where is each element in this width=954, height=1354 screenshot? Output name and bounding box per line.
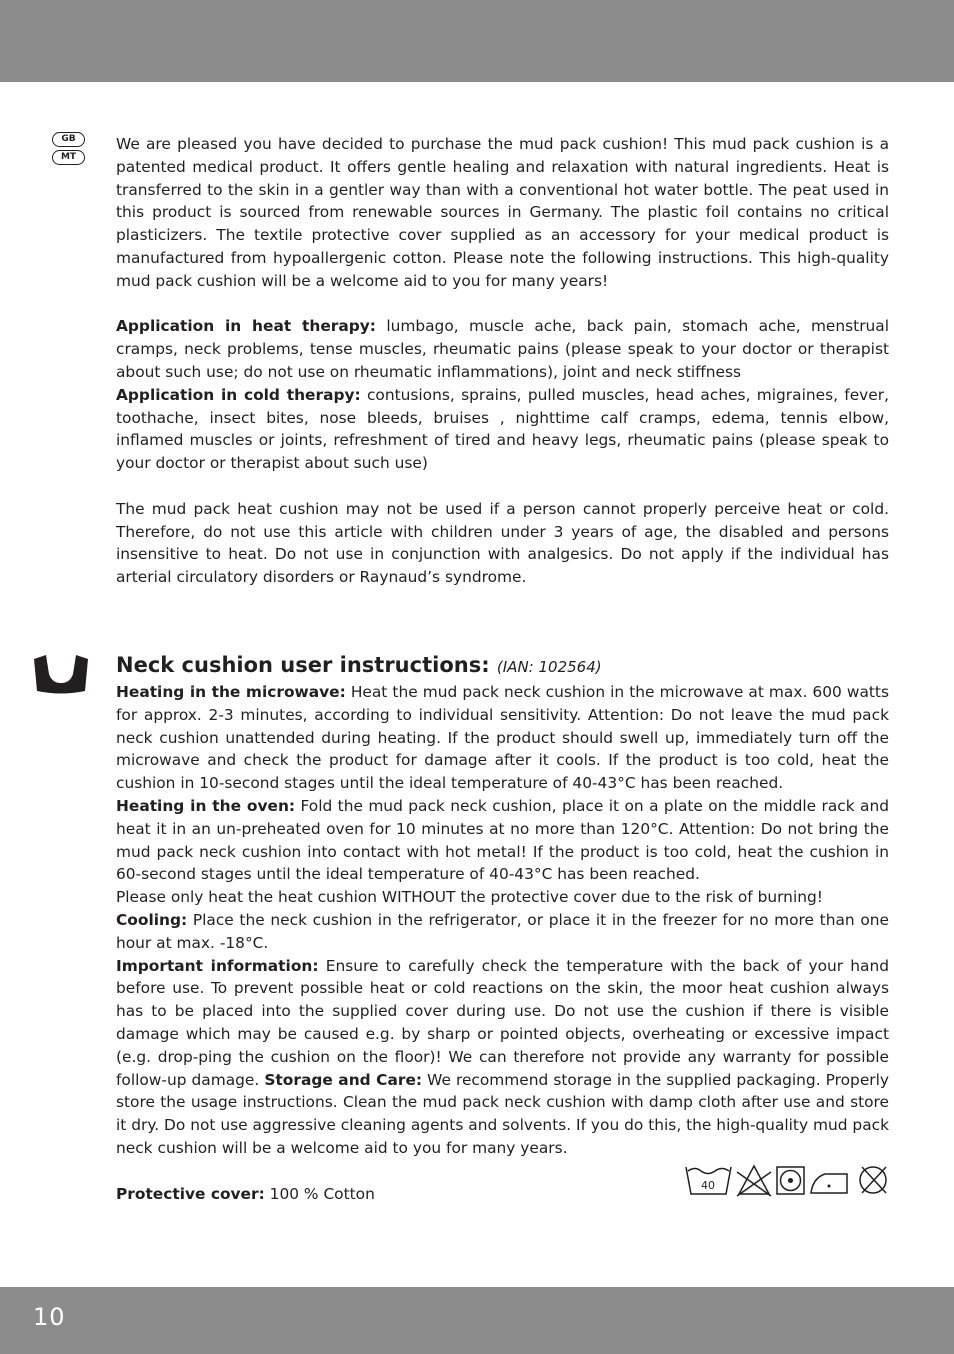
microwave-label: Heating in the microwave: — [116, 683, 346, 701]
cooling-paragraph — [116, 909, 889, 955]
microwave-paragraph — [116, 681, 889, 795]
cooling-label: Cooling: — [116, 910, 188, 929]
iron-low-icon — [811, 1174, 847, 1193]
language-badges — [52, 132, 87, 168]
cold-therapy-label: Application in cold therapy: — [116, 385, 361, 404]
cold-therapy-text: contusions, sprains, pulled muscles, head aches, migraines, fever, toothache, insect bites, nose bleeds, bruises , nighttime calf cramps, edema, tennis elbow, inflamed muscles or joints, refreshment of tired and heavy legs, rheumatic pains (please speak to your doctor or therapist about such use) — [116, 385, 889, 473]
header-bar — [0, 0, 954, 82]
heat-therapy-text: lumbago, muscle ache, back pain, stomach ache, menstrual cramps, neck problems, tense muscles, rheumatic pains (please speak to your doctor or therapist about such use; do not use on rheumatic inflammations), joint and neck stiffness — [116, 317, 890, 381]
protective-cover-text: 100 % Cotton — [269, 1184, 375, 1203]
heat-therapy-label: Application in heat therapy: — [116, 317, 376, 336]
tumble-dry-icon — [777, 1167, 804, 1194]
oven-paragraph — [116, 795, 889, 886]
important-label: Important information: — [116, 956, 319, 975]
cooling-text: Place the neck cushion in the refrigerator, or place it in the freezer for no more than one hour at max. -18°C. — [116, 910, 889, 952]
microwave-text: Heat the mud pack neck cushion in the microwave at max. 600 watts for approx. 2-3 minutes, according to individual sensitivity. Attention: Do not leave the mud pack neck cushion unattended during heating. If the product should swell up, immediately turn off the microwave and check the product for damage after it cools. If the product is too cold, heat the cushion in 10-second stages until the ideal temperature of 40-43°C has been reached. — [116, 683, 889, 793]
intro-section — [116, 133, 889, 589]
wash-40-icon — [686, 1167, 731, 1194]
section-title — [116, 651, 889, 681]
no-dry-clean-icon — [860, 1167, 886, 1193]
oven-label: Heating in the oven: — [116, 796, 296, 815]
language-badge-mt: MT — [52, 150, 85, 165]
section-title-text: Neck cushion user instructions: — [116, 653, 490, 677]
important-paragraph — [116, 955, 889, 1160]
care-symbols — [685, 1163, 891, 1197]
oven-text: Fold the mud pack neck cushion, place it on a plate on the middle rack and heat it in an un-preheated oven for 10 minutes at no more than 120°C. Attention: Do not bring the mud pack neck cushion into contact with hot metal! If the product is too cold, heat the cushion in 60-second stages until the ideal temperature of 40-43°C has been reached. — [116, 796, 889, 884]
important-text: Ensure to carefully check the temperature with the back of your hand before use. To prevent possible heat or cold reactions on the skin, the moor heat cushion always has to be placed into the supplied cover during use. Do not use the cushion if there is visible damage which may be caused e.g. by sharp or pointed objects, overheating or excessive impact (e.g. drop-ping the cushion on the floor)! We can therefore not provide any warranty for possible follow-up damage. — [116, 956, 889, 1089]
language-badge-gb: GB — [52, 132, 85, 147]
cover-warning: Please only heat the heat cushion WITHOUT the protective cover due to the risk of burning! — [116, 888, 823, 907]
intro-paragraph: We are pleased you have decided to purchase the mud pack cushion! This mud pack cushion is a patented medical product. It offers gentle healing and relaxation with natural ingredients. Heat is transferred to the skin in a gentler way than with a conventional hot water bottle. The peat used in this product is sourced from renewable sources in Germany. The plastic foil contains no critical plasticizers. The textile protective cover supplied as an accessory for your medical product is manufactured from hypoallergenic cotton. Please note the following instructions. This high-quality mud pack cushion will be a welcome aid to you for many years! — [116, 135, 889, 290]
no-bleach-icon — [737, 1166, 771, 1196]
storage-label: Storage and Care: — [264, 1070, 423, 1089]
protective-cover-label: Protective cover: — [116, 1184, 265, 1203]
page-number: 10 — [33, 1303, 66, 1331]
footer-bar — [0, 1287, 954, 1354]
storage-text: We recommend storage in the supplied packaging. Properly store the usage instructions. Clean the mud pack neck cushion with damp cloth after use and store it dry. Do not use aggressive cleaning agents and solvents. If you do this, the high-quality mud pack neck cushion will be a welcome aid to you for many years. — [116, 1070, 890, 1157]
heat-therapy-paragraph — [116, 315, 889, 383]
wash-temp-label: 40 — [701, 1179, 715, 1192]
ian-number: (IAN: 102564) — [496, 658, 602, 676]
cold-therapy-paragraph — [116, 384, 889, 475]
neck-cushion-icon — [33, 654, 89, 694]
warning-paragraph: The mud pack heat cushion may not be used if a person cannot properly perceive heat or cold. Therefore, do not use this article with children under 3 years of age, the disabled and persons insensitive to heat. Do not use in conjunction with analgesics. Do not apply if the individual has arterial circulatory disorders or Raynaud’s syndrome. — [116, 499, 889, 587]
neck-cushion-section — [116, 651, 889, 1205]
